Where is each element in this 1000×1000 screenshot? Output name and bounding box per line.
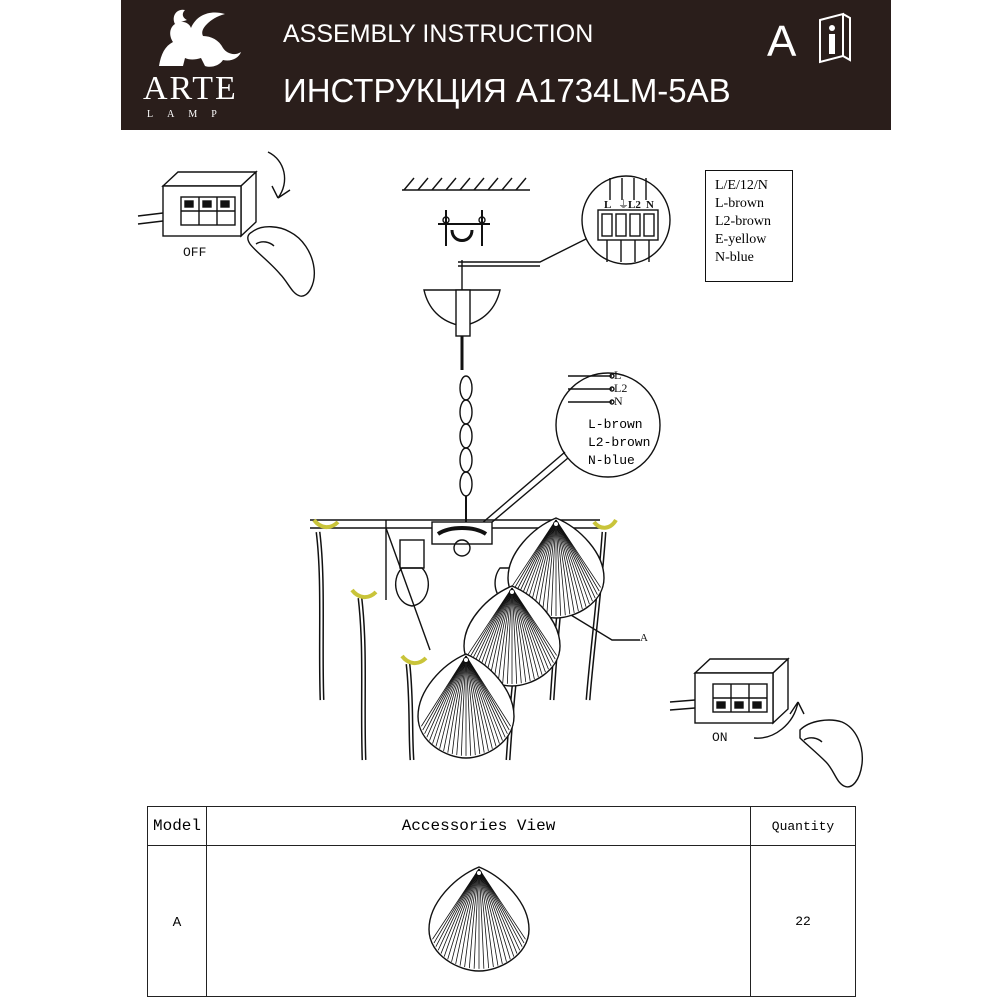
ceiling-hatch	[402, 178, 530, 190]
header-quantity: Quantity	[751, 807, 856, 846]
legend-line: L/E/12/N	[715, 178, 768, 193]
legend-line: N-blue	[715, 250, 754, 265]
wire-tag-l2: L2	[614, 381, 628, 395]
cell-quantity: 22	[751, 846, 856, 997]
header-accessories-view: Accessories View	[207, 807, 751, 846]
shell-shades	[418, 518, 604, 758]
accessory-shell	[429, 867, 529, 971]
rod-3	[408, 664, 412, 760]
brand-name: ARTE	[143, 70, 238, 107]
switch-box-on-icon	[670, 659, 788, 723]
legend-line: E-yellow	[715, 232, 767, 247]
legend-line: L-brown	[715, 196, 764, 211]
wire-legend-line: N-blue	[588, 453, 635, 468]
wire-legend-line: L-brown	[588, 417, 643, 432]
hand-press-icon	[248, 227, 314, 296]
terminal-label-n: N	[646, 199, 654, 211]
chain	[460, 336, 472, 522]
shell-shade-icon	[419, 859, 539, 979]
switch-box-off-icon	[138, 172, 256, 236]
table-row	[148, 846, 856, 997]
cell-model: A	[148, 846, 207, 997]
terminal-label-l: L	[604, 199, 612, 211]
part-callout-a: A	[640, 632, 648, 644]
switch-on-label: ON	[712, 730, 728, 745]
legend-line: L2-brown	[715, 214, 771, 229]
rod-1	[318, 532, 322, 700]
terminal-label-l2: L2	[628, 199, 641, 211]
ceiling-wire-legend	[705, 170, 793, 282]
title-english: ASSEMBLY INSTRUCTION	[283, 20, 594, 48]
cell-accessory-view	[207, 846, 751, 997]
terminal-label-earth: ⏚	[618, 199, 629, 211]
brand-subtitle: LAMP	[147, 109, 231, 120]
hand-press-icon	[800, 720, 862, 787]
wire-tag-l: L	[614, 368, 622, 382]
accessories-table	[147, 806, 856, 997]
header-model: Model	[148, 807, 207, 846]
bulb-left-icon	[396, 540, 429, 606]
wire-color-legend	[588, 416, 650, 470]
wire-legend-line: L2-brown	[588, 435, 651, 450]
wire-tag-n: N	[614, 394, 623, 408]
canopy	[424, 290, 500, 336]
title-russian: ИНСТРУКЦИЯ A1734LM-5AB	[283, 72, 731, 109]
mounting-bracket-icon	[438, 210, 490, 246]
arrow-down-curved-icon	[268, 152, 290, 198]
terminal-block-zoom	[582, 176, 670, 264]
rod-2	[360, 598, 364, 760]
switch-off-label: OFF	[183, 245, 207, 260]
language-letter: A	[767, 17, 797, 66]
